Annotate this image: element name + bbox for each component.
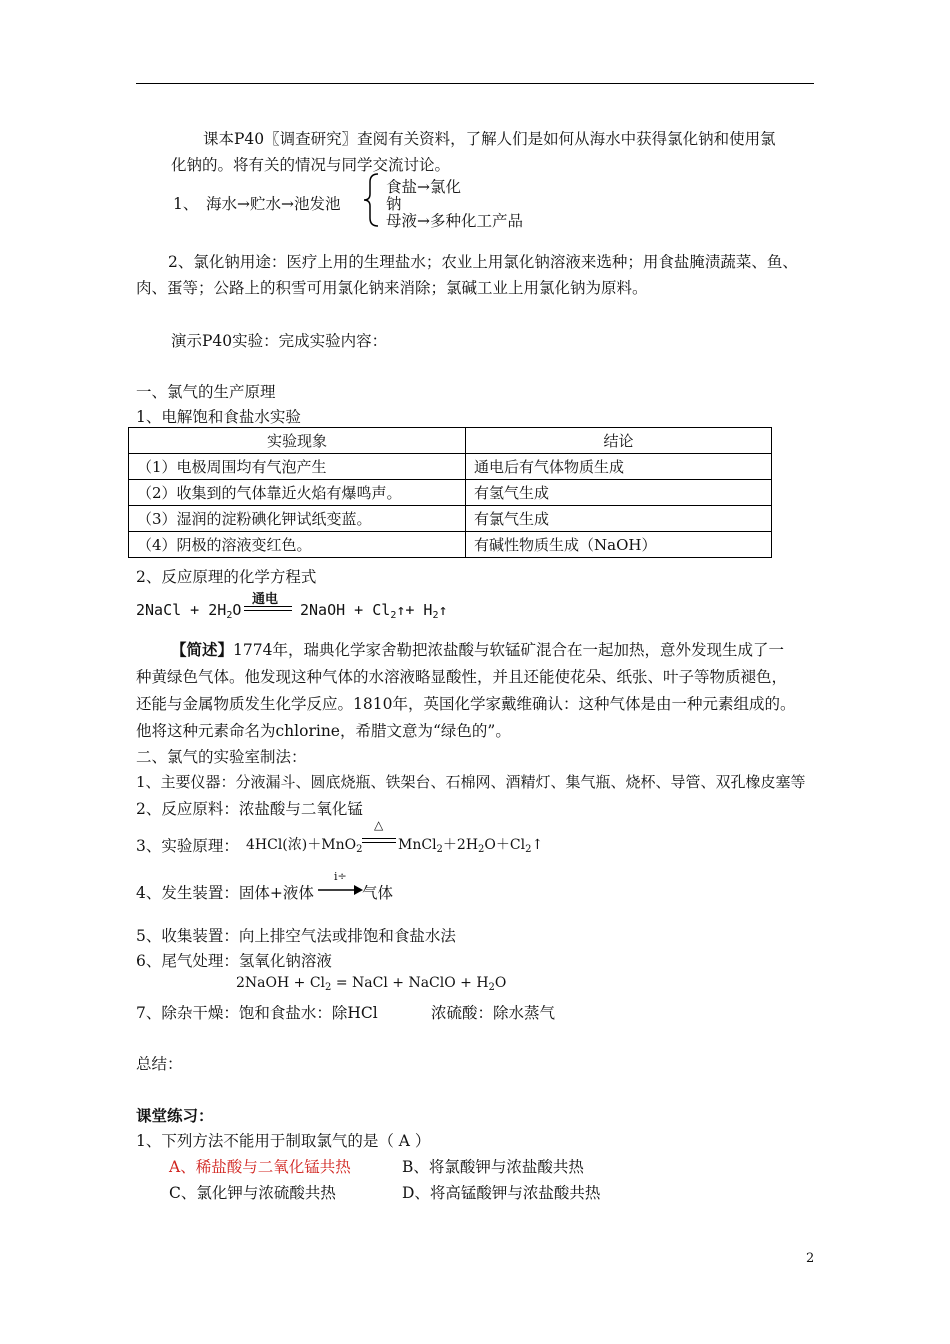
section2-line-4-end: 气体	[362, 884, 394, 902]
lab-eq-bar-top	[362, 838, 396, 839]
section2-line-3: 3、实验原理：	[136, 837, 239, 855]
conclusion-label: 总结：	[136, 1055, 183, 1073]
summary-line-4: 他将这种元素命名为chlorine，希腊文意为“绿色的”。	[136, 722, 511, 740]
item1-branch-2: 母液→多种化工产品	[386, 212, 523, 230]
demo-line: 演示P40实验：完成实验内容：	[171, 332, 388, 350]
table-header: 结论	[466, 428, 772, 454]
table-cell: 通电后有气体物质生成	[466, 454, 772, 480]
exercise-question-1: 1、下列方法不能用于制取氯气的是（ A ）	[136, 1132, 431, 1150]
section2-line-1: 1、主要仪器：分液漏斗、圆底烧瓶、铁架台、石棉网、酒精灯、集气瓶、烧杯、导管、双孔橡皮塞等	[136, 773, 806, 791]
table-row	[129, 532, 772, 558]
electrolysis-equation-right: 2NaOH + $Cl_2↑+$ $H_2↑$	[300, 601, 448, 621]
table-header: 实验现象	[129, 428, 466, 454]
section1-title: 一、氯气的生产原理	[136, 383, 276, 401]
table-cell: （2）收集到的气体靠近火焰有爆鸣声。	[129, 480, 466, 506]
page-number: 2	[806, 1251, 815, 1266]
lab-eq-bar-bottom	[362, 842, 396, 843]
electrolysis-condition: 通电	[252, 592, 279, 607]
section2-line-7b: 浓硫酸：除水蒸气	[431, 1004, 556, 1022]
table-row	[129, 506, 772, 532]
electrolysis-bar-bottom	[244, 610, 292, 611]
exercise-title: 课堂练习：	[136, 1106, 214, 1125]
item1-number: 1、	[173, 195, 199, 213]
table-cell: 有氯气生成	[466, 506, 772, 532]
heat-condition: △	[374, 818, 384, 832]
option-c: C、氯化钾与浓硫酸共热	[169, 1184, 336, 1202]
option-b: B、将氯酸钾与浓盐酸共热	[402, 1158, 584, 1176]
table-row	[129, 480, 772, 506]
table-cell: （3）湿润的淀粉碘化钾试纸变蓝。	[129, 506, 466, 532]
section2-line-7a: 7、除杂干燥：饱和食盐水：除HCl	[136, 1004, 378, 1022]
summary-line-2: 种黄绿色气体。他发现这种气体的水溶液略显酸性，并且还能使花朵、纸张、叶子等物质褪色，	[136, 668, 788, 686]
summary-line-1: 【简述】1774年，瑞典化学家舍勒把浓盐酸与软锰矿混合在一起加热，意外发现生成了一	[171, 640, 784, 659]
table-header-row	[129, 428, 772, 454]
apparatus-condition: i÷	[334, 870, 347, 883]
table-cell: （4）阴极的溶液变红色。	[129, 532, 466, 558]
option-a: A、稀盐酸与二氧化锰共热	[169, 1158, 351, 1176]
section1-sub1: 1、电解饱和食盐水实验	[136, 408, 301, 426]
intro-line-2: 化钠的。将有关的情况与同学交流讨论。	[171, 156, 451, 174]
table-cell: （1）电极周围均有气泡产生	[129, 454, 466, 480]
lab-equation-right: $MnCl_2+2H_2O+Cl_2↑$	[398, 837, 544, 855]
section2-line-6: 6、尾气处理：氢氧化钠溶液	[136, 952, 332, 970]
right-arrow-icon	[318, 884, 364, 896]
table-cell: 有氢气生成	[466, 480, 772, 506]
section2-line-5: 5、收集装置：向上排空气法或排饱和食盐水法	[136, 927, 456, 945]
section2-title: 二、氯气的实验室制法：	[136, 748, 307, 766]
section2-line-2: 2、反应原料：浓盐酸与二氧化锰	[136, 800, 363, 818]
lab-equation-left: 4HCl(浓)＋MnO$_2$	[246, 837, 363, 855]
option-d: D、将高锰酸钾与浓盐酸共热	[402, 1184, 601, 1202]
section1-sub2: 2、反应原理的化学方程式	[136, 568, 317, 586]
intro-line-1: 课本P40〖调查研究〗查阅有关资料，了解人们是如何从海水中获得氯化钠和使用氯	[203, 130, 776, 148]
header-rule	[136, 83, 814, 84]
item2-line-2: 肉、蛋等；公路上的积雪可用氯化钠来消除；氯碱工业上用氯化钠为原料。	[136, 279, 648, 297]
item1-branch-1b: 钠	[386, 195, 402, 213]
item1-branch-1: 食盐→氯化	[386, 178, 461, 196]
brace-icon	[362, 172, 380, 228]
section2-line-4: 4、发生装置：固体+液体	[136, 884, 314, 902]
electrolysis-equation-left: 2NaCl + $2H_2O$	[136, 601, 242, 621]
table-cell: 有碱性物质生成（NaOH）	[466, 532, 772, 558]
item2-line-1: 2、氯化钠用途：医疗上用的生理盐水；农业上用氯化钠溶液来选种；用食盐腌渍蔬菜、鱼、	[168, 253, 798, 271]
item1-chain: 海水→贮水→池发池	[206, 195, 341, 213]
tail-gas-equation: 2NaOH + $Cl_2$ = NaCl + NaClO + $H_2O$	[236, 975, 507, 993]
table-row	[129, 454, 772, 480]
electrolysis-bar-top	[244, 606, 292, 607]
summary-line-3: 还能与金属物质发生化学反应。1810年，英国化学家戴维确认：这种气体是由一种元素组成的。	[136, 695, 796, 713]
experiment-table	[128, 427, 772, 558]
